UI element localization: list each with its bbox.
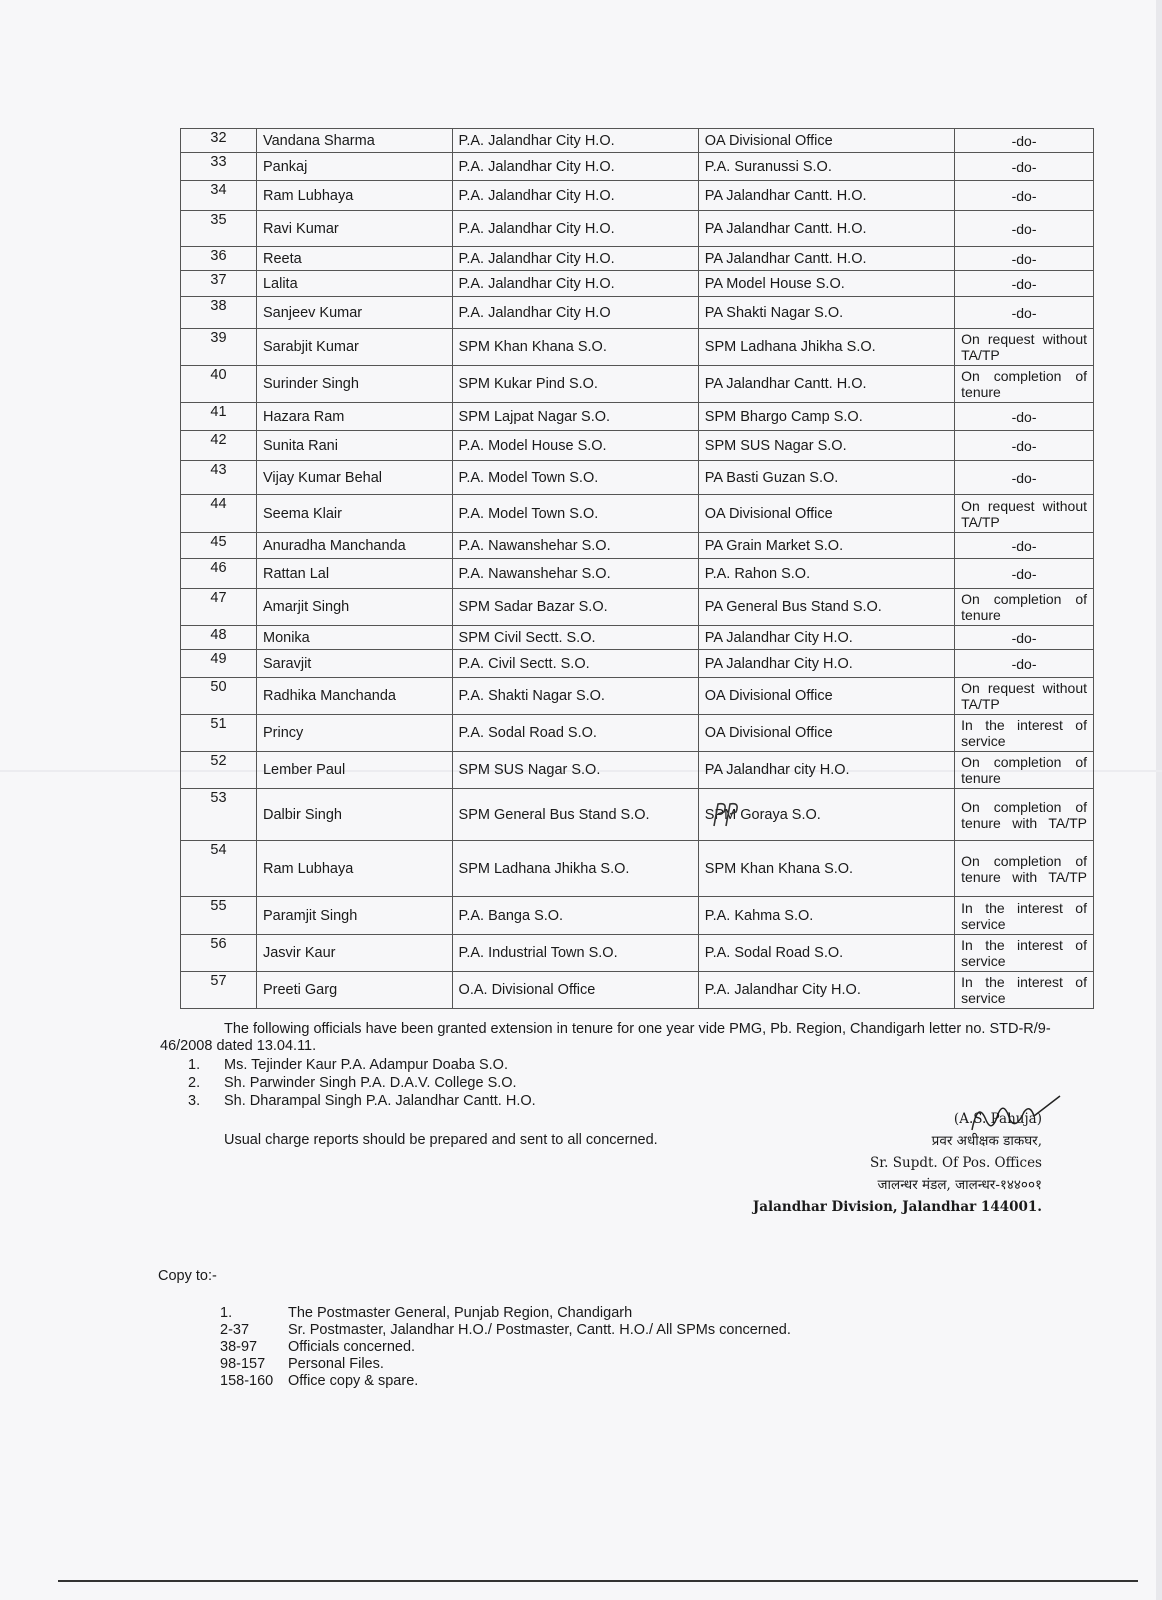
table-row [181, 403, 1094, 431]
serial-number: 57 [181, 972, 257, 1009]
table-row [181, 153, 1094, 181]
remarks: -do- [955, 129, 1094, 153]
table-row [181, 897, 1094, 935]
serial-number: 53 [181, 789, 257, 841]
transfer-to: SPM Khan Khana S.O. [698, 841, 954, 897]
remarks: -do- [955, 626, 1094, 650]
remarks: -do- [955, 211, 1094, 247]
serial-number: 32 [181, 129, 257, 153]
remarks: On completion of tenure [955, 752, 1094, 789]
serial-number: 46 [181, 559, 257, 589]
table-row [181, 271, 1094, 297]
transfer-to: OA Divisional Office [698, 495, 954, 533]
serial-number: 55 [181, 897, 257, 935]
transfer-from: SPM Sadar Bazar S.O. [452, 589, 698, 626]
official-name: Surinder Singh [256, 366, 452, 403]
transfer-from: P.A. Sodal Road S.O. [452, 715, 698, 752]
remarks: On completion of tenure with TA/TP [955, 841, 1094, 897]
transfer-to: PA Jalandhar City H.O. [698, 626, 954, 650]
official-name: Paramjit Singh [256, 897, 452, 935]
transfer-from: P.A. Civil Sectt. S.O. [452, 650, 698, 678]
table-row [181, 715, 1094, 752]
remarks: -do- [955, 153, 1094, 181]
transfer-to: SPM SUS Nagar S.O. [698, 431, 954, 461]
transfer-to: PA Model House S.O. [698, 271, 954, 297]
table-row [181, 841, 1094, 897]
serial-number: 40 [181, 366, 257, 403]
serial-number: 54 [181, 841, 257, 897]
remarks: In the interest of service [955, 935, 1094, 972]
transfer-from: SPM Civil Sectt. S.O. [452, 626, 698, 650]
official-name: Sunita Rani [256, 431, 452, 461]
remarks: -do- [955, 461, 1094, 495]
transfer-to: PA General Bus Stand S.O. [698, 589, 954, 626]
transfer-from: P.A. Nawanshehar S.O. [452, 533, 698, 559]
serial-number: 45 [181, 533, 257, 559]
remarks: -do- [955, 403, 1094, 431]
extension-intro: The following officials have been granted extension in tenure for one year vide PMG, Pb. Region, Chandigarh letter no. STD-R/9-46/2008 dated 13.04.11. [160, 1021, 1051, 1054]
official-name: Lalita [256, 271, 452, 297]
transfer-from: P.A. Jalandhar City H.O [452, 297, 698, 329]
division-hindi: जालन्धर मंडल, जालन्धर-१४४००१ [877, 1177, 1042, 1193]
remarks: In the interest of service [955, 972, 1094, 1009]
table-row [181, 297, 1094, 329]
handwritten-initials [710, 800, 744, 830]
transfer-to: OA Divisional Office [698, 129, 954, 153]
designation: Sr. Supdt. Of Pos. Offices [869, 1155, 1042, 1171]
serial-number: 41 [181, 403, 257, 431]
official-name: Ram Lubhaya [256, 181, 452, 211]
official-name: Ravi Kumar [256, 211, 452, 247]
remarks: -do- [955, 247, 1094, 271]
official-name: Dalbir Singh [256, 789, 452, 841]
transfer-from: P.A. Nawanshehar S.O. [452, 559, 698, 589]
official-name: Lember Paul [256, 752, 452, 789]
serial-number: 52 [181, 752, 257, 789]
transfer-from: P.A. Model Town S.O. [452, 495, 698, 533]
list-item: 158-160 Office copy & spare. [220, 1373, 419, 1389]
transfer-from: P.A. Jalandhar City H.O. [452, 153, 698, 181]
official-name: Ram Lubhaya [256, 841, 452, 897]
table-row [181, 247, 1094, 271]
transfer-from: P.A. Shakti Nagar S.O. [452, 678, 698, 715]
list-item: 98-157 Personal Files. [220, 1356, 384, 1372]
transfer-to: PA Shakti Nagar S.O. [698, 297, 954, 329]
transfer-from: P.A. Jalandhar City H.O. [452, 271, 698, 297]
table-row [181, 533, 1094, 559]
official-name: Anuradha Manchanda [256, 533, 452, 559]
remarks: -do- [955, 559, 1094, 589]
remarks: -do- [955, 533, 1094, 559]
transfer-from: P.A. Jalandhar City H.O. [452, 181, 698, 211]
transfer-to: P.A. Sodal Road S.O. [698, 935, 954, 972]
transfer-to: PA Jalandhar city H.O. [698, 752, 954, 789]
remarks: On completion of tenure [955, 366, 1094, 403]
serial-number: 43 [181, 461, 257, 495]
serial-number: 42 [181, 431, 257, 461]
transfer-to: PA Jalandhar City H.O. [698, 650, 954, 678]
official-name: Jasvir Kaur [256, 935, 452, 972]
list-item: 1. Ms. Tejinder Kaur P.A. Adampur Doaba S.O. [188, 1057, 508, 1073]
transfer-to: P.A. Suranussi S.O. [698, 153, 954, 181]
table-row [181, 589, 1094, 626]
transfer-to: P.A. Jalandhar City H.O. [698, 972, 954, 1009]
remarks: On request without TA/TP [955, 329, 1094, 366]
official-name: Amarjit Singh [256, 589, 452, 626]
table-row [181, 935, 1094, 972]
serial-number: 51 [181, 715, 257, 752]
official-name: Sanjeev Kumar [256, 297, 452, 329]
serial-number: 33 [181, 153, 257, 181]
official-name: Rattan Lal [256, 559, 452, 589]
serial-number: 37 [181, 271, 257, 297]
table-row [181, 650, 1094, 678]
remarks: -do- [955, 650, 1094, 678]
extension-list [188, 1057, 536, 1111]
transfer-to: PA Basti Guzan S.O. [698, 461, 954, 495]
serial-number: 35 [181, 211, 257, 247]
list-item: 1. The Postmaster General, Punjab Region, Chandigarh [220, 1305, 633, 1321]
remarks: -do- [955, 297, 1094, 329]
transfer-to: PA Jalandhar Cantt. H.O. [698, 181, 954, 211]
table-row [181, 626, 1094, 650]
official-name: Reeta [256, 247, 452, 271]
table-row [181, 752, 1094, 789]
table-row [181, 972, 1094, 1009]
transfer-to: P.A. Kahma S.O. [698, 897, 954, 935]
serial-number: 49 [181, 650, 257, 678]
transfer-to: OA Divisional Office [698, 678, 954, 715]
serial-number: 50 [181, 678, 257, 715]
transfer-from: P.A. Industrial Town S.O. [452, 935, 698, 972]
signature-block [742, 1108, 1042, 1218]
serial-number: 48 [181, 626, 257, 650]
serial-number: 38 [181, 297, 257, 329]
transfer-to: OA Divisional Office [698, 715, 954, 752]
official-name: Seema Klair [256, 495, 452, 533]
remarks: -do- [955, 431, 1094, 461]
transfer-from: P.A. Jalandhar City H.O. [452, 247, 698, 271]
transfer-from: SPM General Bus Stand S.O. [452, 789, 698, 841]
transfer-from: SPM SUS Nagar S.O. [452, 752, 698, 789]
official-name: Radhika Manchanda [256, 678, 452, 715]
list-item: 2-37 Sr. Postmaster, Jalandhar H.O./ Postmaster, Cantt. H.O./ All SPMs concerned. [220, 1322, 791, 1338]
table-row [181, 495, 1094, 533]
remarks: In the interest of service [955, 897, 1094, 935]
official-name: Monika [256, 626, 452, 650]
division: Jalandhar Division, Jalandhar 144001. [752, 1199, 1042, 1215]
designation-hindi: प्रवर अधीक्षक डाकघर, [931, 1133, 1042, 1149]
transfer-to: SPM Goraya S.O. [698, 789, 954, 841]
official-name: Preeti Garg [256, 972, 452, 1009]
serial-number: 39 [181, 329, 257, 366]
copy-to-list [220, 1305, 791, 1390]
list-item: 38-97 Officials concerned. [220, 1339, 416, 1355]
transfer-from: SPM Ladhana Jhikha S.O. [452, 841, 698, 897]
table-row [181, 211, 1094, 247]
transfer-to: SPM Bhargo Camp S.O. [698, 403, 954, 431]
transfer-from: P.A. Banga S.O. [452, 897, 698, 935]
signatory-name: (A.S. Pahuja) [953, 1111, 1042, 1127]
transfer-from: SPM Khan Khana S.O. [452, 329, 698, 366]
remarks: In the interest of service [955, 715, 1094, 752]
list-item: 3. Sh. Dharampal Singh P.A. Jalandhar Cantt. H.O. [188, 1093, 536, 1109]
transfer-from: P.A. Jalandhar City H.O. [452, 211, 698, 247]
bottom-rule [58, 1580, 1138, 1582]
transfer-from: P.A. Jalandhar City H.O. [452, 129, 698, 153]
table-row [181, 678, 1094, 715]
scan-edge [1156, 0, 1162, 1600]
transfer-from: O.A. Divisional Office [452, 972, 698, 1009]
copy-to-heading: Copy to:- [158, 1268, 217, 1284]
table-row [181, 329, 1094, 366]
transfer-to: SPM Ladhana Jhikha S.O. [698, 329, 954, 366]
table-row [181, 789, 1094, 841]
remarks: On request without TA/TP [955, 678, 1094, 715]
transfer-from: P.A. Model Town S.O. [452, 461, 698, 495]
transfer-from: SPM Kukar Pind S.O. [452, 366, 698, 403]
remarks: On request without TA/TP [955, 495, 1094, 533]
official-name: Princy [256, 715, 452, 752]
transfer-from: P.A. Model House S.O. [452, 431, 698, 461]
transfer-table [180, 128, 1094, 1009]
table-row [181, 129, 1094, 153]
usual-charge-note: Usual charge reports should be prepared and sent to all concerned. [224, 1132, 658, 1148]
serial-number: 44 [181, 495, 257, 533]
remarks: -do- [955, 271, 1094, 297]
table-row [181, 461, 1094, 495]
official-name: Vijay Kumar Behal [256, 461, 452, 495]
transfer-to: PA Jalandhar Cantt. H.O. [698, 247, 954, 271]
transfer-to: PA Jalandhar Cantt. H.O. [698, 366, 954, 403]
table-row [181, 366, 1094, 403]
remarks: -do- [955, 181, 1094, 211]
serial-number: 56 [181, 935, 257, 972]
serial-number: 34 [181, 181, 257, 211]
serial-number: 47 [181, 589, 257, 626]
official-name: Sarabjit Kumar [256, 329, 452, 366]
official-name: Hazara Ram [256, 403, 452, 431]
transfer-to: PA Grain Market S.O. [698, 533, 954, 559]
official-name: Pankaj [256, 153, 452, 181]
list-item: 2. Sh. Parwinder Singh P.A. D.A.V. College S.O. [188, 1075, 517, 1091]
table-row [181, 181, 1094, 211]
remarks: On completion of tenure [955, 589, 1094, 626]
transfer-from: SPM Lajpat Nagar S.O. [452, 403, 698, 431]
transfer-to: PA Jalandhar Cantt. H.O. [698, 211, 954, 247]
table-row [181, 559, 1094, 589]
table-row [181, 431, 1094, 461]
official-name: Vandana Sharma [256, 129, 452, 153]
transfer-to: P.A. Rahon S.O. [698, 559, 954, 589]
remarks: On completion of tenure with TA/TP [955, 789, 1094, 841]
official-name: Saravjit [256, 650, 452, 678]
serial-number: 36 [181, 247, 257, 271]
